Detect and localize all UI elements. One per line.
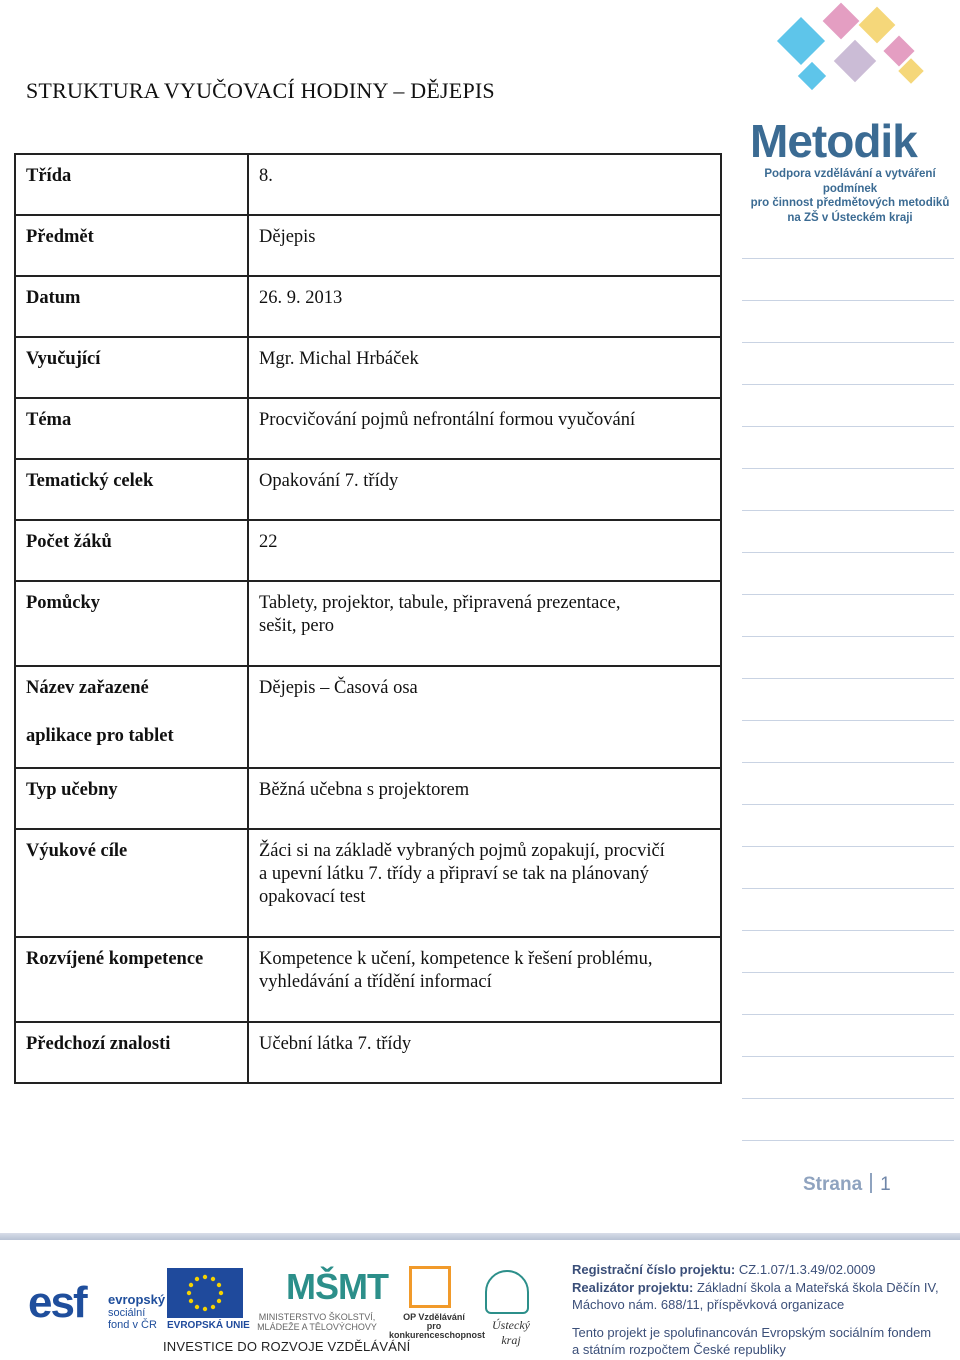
row-label: Tematický celek bbox=[15, 459, 248, 520]
side-line bbox=[742, 846, 954, 847]
side-line bbox=[742, 972, 954, 973]
page-separator bbox=[870, 1173, 872, 1193]
project-registration bbox=[572, 1261, 957, 1279]
side-line bbox=[742, 594, 954, 595]
side-line bbox=[742, 426, 954, 427]
table-row bbox=[15, 276, 721, 337]
side-line bbox=[742, 1014, 954, 1015]
table-row bbox=[15, 1022, 721, 1083]
msmt-line: MLÁDEŽE A TĚLOVÝCHOVY bbox=[257, 1322, 377, 1332]
side-line bbox=[742, 300, 954, 301]
value-line: Kompetence k učení, kompetence k řešení problému, bbox=[259, 949, 653, 969]
logo-wordmark: Metodik bbox=[750, 115, 917, 167]
side-line bbox=[742, 762, 954, 763]
side-line bbox=[742, 930, 954, 931]
side-line bbox=[742, 510, 954, 511]
row-value: Dějepis bbox=[248, 215, 721, 276]
project-funding-line: a státním rozpočtem České republiky bbox=[572, 1342, 786, 1357]
logo-tagline-line: pro činnost předmětových metodiků bbox=[750, 197, 950, 209]
row-value: 26. 9. 2013 bbox=[248, 276, 721, 337]
op-text bbox=[389, 1312, 486, 1340]
row-value: 8. bbox=[248, 154, 721, 215]
row-label: Předmět bbox=[15, 215, 248, 276]
row-label: Rozvíjené kompetence bbox=[15, 937, 248, 1022]
msmt-line: MINISTERSTVO ŠKOLSTVÍ, bbox=[258, 1312, 376, 1322]
side-line bbox=[742, 636, 954, 637]
row-value: Opakování 7. třídy bbox=[248, 459, 721, 520]
diamond-blue-small-icon bbox=[798, 62, 826, 90]
row-label: Datum bbox=[15, 276, 248, 337]
value-line: Žáci si na základě vybraných pojmů zopakují, procvičí bbox=[259, 841, 665, 861]
side-line bbox=[742, 384, 954, 385]
table-row bbox=[15, 829, 721, 937]
op-logo bbox=[389, 1266, 486, 1340]
side-line bbox=[742, 468, 954, 469]
row-value: Běžná učebna s projektorem bbox=[248, 768, 721, 829]
eu-stars-icon bbox=[167, 1268, 243, 1318]
table-row bbox=[15, 520, 721, 581]
value-line: opakovací test bbox=[259, 887, 366, 907]
row-label: Vyučující bbox=[15, 337, 248, 398]
footer-bar bbox=[0, 1233, 960, 1240]
label-line: aplikace pro tablet bbox=[26, 726, 174, 746]
project-implementer bbox=[572, 1279, 957, 1297]
diamond-yellow-icon bbox=[859, 7, 896, 44]
table-row bbox=[15, 337, 721, 398]
project-implementer-address: Máchovo nám. 688/11, příspěvková organizace bbox=[572, 1297, 845, 1312]
ustecky-kraj-label: Ústecký kraj bbox=[492, 1318, 530, 1347]
row-value: Dějepis – Časová osa bbox=[248, 666, 721, 768]
project-info bbox=[572, 1261, 957, 1359]
row-label: Pomůcky bbox=[15, 581, 248, 666]
label-line: Název zařazené bbox=[26, 678, 149, 698]
diamond-blue-icon bbox=[777, 17, 825, 65]
page-label: Strana bbox=[803, 1174, 863, 1195]
row-value: Mgr. Michal Hrbáček bbox=[248, 337, 721, 398]
table-row bbox=[15, 937, 721, 1022]
table-row bbox=[15, 666, 721, 768]
side-line bbox=[742, 804, 954, 805]
row-label: Téma bbox=[15, 398, 248, 459]
op-line: pro konkurenceschopnost bbox=[389, 1321, 486, 1340]
row-label: Typ učebny bbox=[15, 768, 248, 829]
msmt-text bbox=[252, 1312, 382, 1332]
row-label: Třída bbox=[15, 154, 248, 215]
side-line bbox=[742, 1140, 954, 1141]
page-number-value: 1 bbox=[880, 1174, 891, 1195]
row-value bbox=[248, 829, 721, 937]
msmt-logo bbox=[252, 1266, 388, 1336]
table-row bbox=[15, 768, 721, 829]
row-label: Předchozí znalosti bbox=[15, 1022, 248, 1083]
table-row bbox=[15, 398, 721, 459]
row-label bbox=[15, 666, 248, 768]
value-line: sešit, pero bbox=[259, 616, 335, 636]
impl-label: Realizátor projektu: bbox=[572, 1279, 694, 1295]
row-value: Procvičování pojmů nefrontální formou vyučování bbox=[248, 398, 721, 459]
logo-tagline bbox=[750, 167, 950, 225]
eu-flag-icon bbox=[167, 1268, 243, 1318]
project-funding-line: Tento projekt je spolufinancován Evropským sociálním fondem bbox=[572, 1324, 932, 1340]
row-value: 22 bbox=[248, 520, 721, 581]
esf-line: fond v ČR bbox=[108, 1319, 157, 1331]
logo-tagline-line: na ZŠ v Ústeckém kraji bbox=[787, 211, 913, 224]
op-line: OP Vzdělávání bbox=[403, 1312, 465, 1322]
table-row bbox=[15, 459, 721, 520]
esf-logo bbox=[28, 1268, 166, 1331]
op-frame-icon bbox=[409, 1266, 451, 1308]
reg-value: CZ.1.07/1.3.49/02.0009 bbox=[738, 1262, 876, 1277]
logo-tagline-line: Podpora vzdělávání a vytváření podmínek bbox=[764, 168, 936, 195]
document-title: STRUKTURA VYUČOVACÍ HODINY – DĚJEPIS bbox=[26, 78, 495, 103]
value-line: a upevní látku 7. třídy a připraví se tak na plánovaný bbox=[259, 864, 649, 884]
page-number bbox=[803, 1173, 891, 1196]
row-label: Počet žáků bbox=[15, 520, 248, 581]
diamond-pink-icon bbox=[823, 3, 860, 40]
table-row bbox=[15, 215, 721, 276]
row-value bbox=[248, 581, 721, 666]
value-line: vyhledávání a třídění informací bbox=[259, 972, 492, 992]
row-label: Výukové cíle bbox=[15, 829, 248, 937]
ustecky-kraj-emblem-icon bbox=[485, 1270, 529, 1314]
side-line bbox=[742, 1056, 954, 1057]
esf-text bbox=[108, 1294, 165, 1331]
ustecky-kraj-logo bbox=[481, 1270, 537, 1347]
msmt-wordmark: MŠMT bbox=[286, 1266, 388, 1307]
side-line bbox=[742, 342, 954, 343]
side-line bbox=[742, 720, 954, 721]
esf-line: sociální bbox=[108, 1307, 146, 1319]
reg-label: Registrační číslo projektu: bbox=[572, 1262, 736, 1277]
diamond-lavender-icon bbox=[834, 40, 876, 82]
eu-label: EVROPSKÁ UNIE bbox=[167, 1320, 250, 1331]
side-line bbox=[742, 1098, 954, 1099]
table-row bbox=[15, 154, 721, 215]
esf-line: evropský bbox=[108, 1292, 166, 1307]
side-line bbox=[742, 258, 954, 259]
side-line bbox=[742, 552, 954, 553]
spacer bbox=[572, 1314, 957, 1324]
lesson-info-table bbox=[14, 153, 722, 1084]
table-row bbox=[15, 581, 721, 666]
side-line bbox=[742, 888, 954, 889]
investment-slogan: INVESTICE DO ROZVOJE VZDĚLÁVÁNÍ bbox=[163, 1339, 411, 1354]
row-value bbox=[248, 937, 721, 1022]
impl-value: Základní škola a Mateřská škola Děčín IV, bbox=[696, 1279, 939, 1295]
row-value: Učební látka 7. třídy bbox=[248, 1022, 721, 1083]
value-line: Tablety, projektor, tabule, připravená prezentace, bbox=[259, 593, 621, 613]
esf-wordmark: esf bbox=[28, 1278, 86, 1327]
side-line bbox=[742, 678, 954, 679]
